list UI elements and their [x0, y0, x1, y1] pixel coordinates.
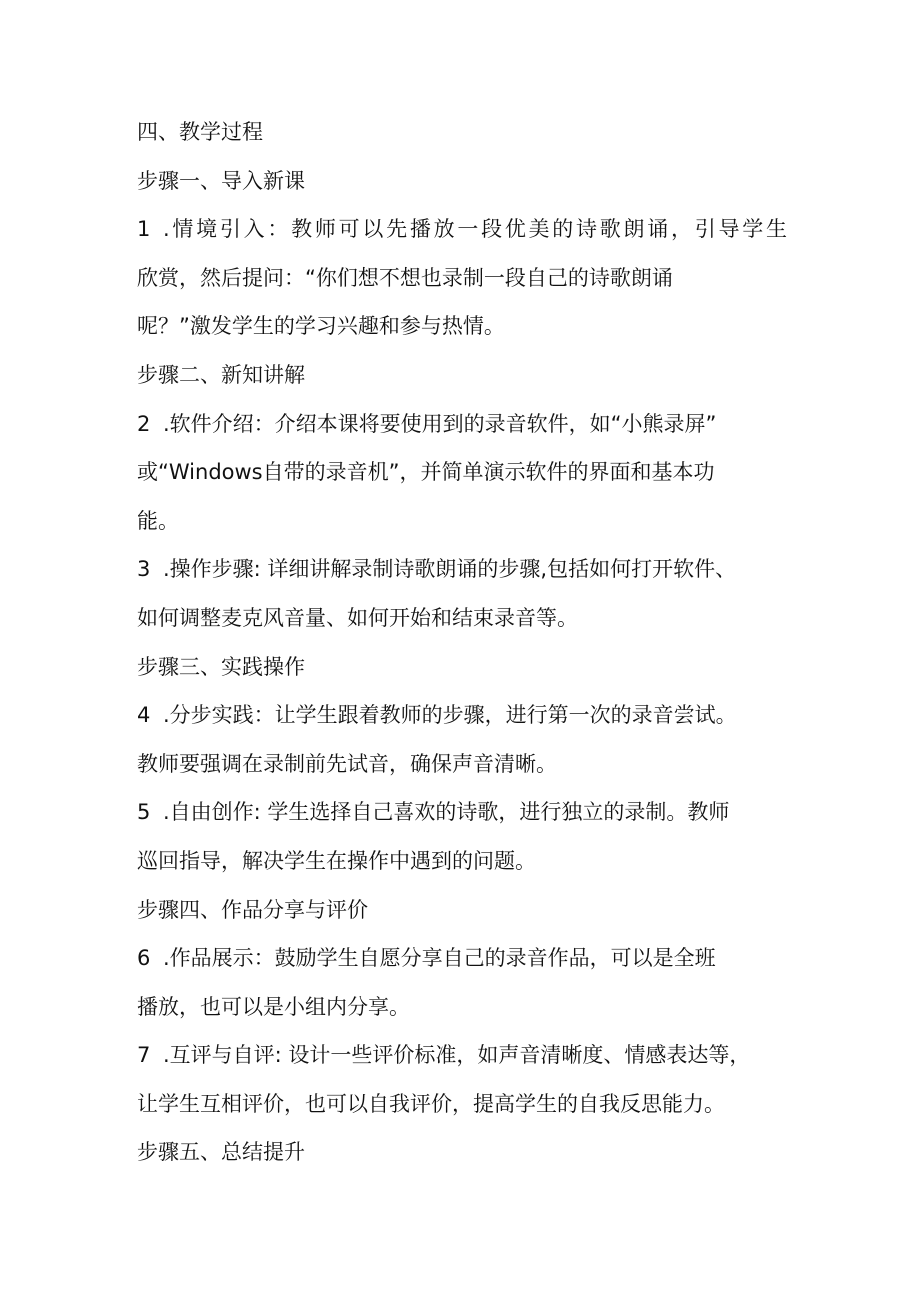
step-heading-3: 步骤三、实践操作 [137, 654, 305, 679]
step-heading-2: 步骤二、新知讲解 [137, 362, 305, 387]
item-text-line: 巡回指导，解决学生在操作中遇到的问题。 [137, 848, 536, 873]
item-number: 4 [137, 703, 151, 728]
item-text-line: 呢？”激发学生的学习兴趣和参与热情。 [137, 314, 505, 339]
item-text-line: .软件介绍：介绍本课将要使用到的录音软件，如“小熊录屏” [163, 411, 717, 436]
item-text-line: .分步实践：让学生跟着教师的步骤，进行第一次的录音尝试。 [163, 703, 737, 728]
item-number: 2 [137, 411, 151, 436]
section-title: 四、教学过程 [137, 120, 263, 144]
list-item-3 [137, 545, 787, 642]
step-heading-5: 步骤五、总结提升 [137, 1140, 305, 1165]
item-text-line: 教师要强调在录制前先试音，确保声音清晰。 [137, 751, 557, 776]
item-number: 6 [137, 946, 151, 971]
item-text-line: 如何调整麦克风音量、如何开始和结束录音等。 [137, 605, 578, 630]
list-item-7 [137, 1031, 787, 1128]
item-text-line: .互评与自评: 设计一些评价标准，如声音清晰度、情感表达等， [163, 1043, 751, 1068]
list-item-1 [137, 205, 787, 351]
item-text-line: 欣赏，然后提问：“你们想不想也录制一段自己的诗歌朗诵 [137, 265, 673, 290]
list-item-4 [137, 691, 787, 788]
item-text-line: .自由创作: 学生选择自己喜欢的诗歌，进行独立的录制。教师 [163, 800, 730, 825]
document-body [137, 108, 787, 1177]
item-number: 1 [137, 217, 151, 242]
item-number: 5 [137, 800, 151, 825]
step-heading-4: 步骤四、作品分享与评价 [137, 897, 368, 922]
list-item-5 [137, 788, 787, 885]
item-number: 3 [137, 557, 151, 582]
item-text-line: 或“Windows自带的录音机”，并简单演示软件的界面和基本功 [137, 460, 715, 485]
item-text-line: .作品展示：鼓励学生自愿分享自己的录音作品，可以是全班 [163, 946, 716, 971]
item-number: 7 [137, 1043, 151, 1068]
item-text-line: .情境引入：教师可以先播放一段优美的诗歌朗诵，引导学生 [163, 217, 787, 242]
item-text-line: 能。 [137, 508, 179, 533]
list-item-2 [137, 400, 787, 546]
list-item-6 [137, 934, 787, 1031]
item-text-line: 让学生互相评价，也可以自我评价，提高学生的自我反思能力。 [137, 1091, 725, 1116]
item-text-line: 播放，也可以是小组内分享。 [137, 994, 410, 1019]
item-text-line: .操作步骤: 详细讲解录制诗歌朗诵的步骤,包括如何打开软件、 [163, 557, 737, 582]
step-heading-1: 步骤一、导入新课 [137, 168, 305, 193]
